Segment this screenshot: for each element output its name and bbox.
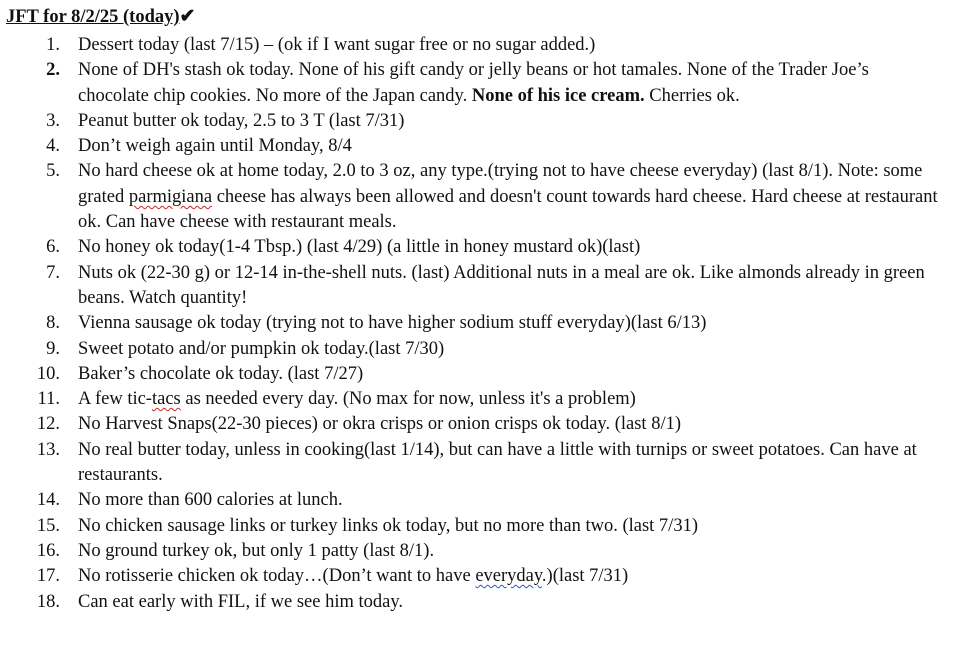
list-item-text [78, 339, 444, 359]
list-item [0, 109, 944, 134]
list-item-number: 4. [46, 136, 60, 157]
list-item-number: 8. [46, 313, 60, 334]
bold-text: None of his ice cream. [471, 85, 645, 106]
list-item [0, 412, 944, 437]
list-item-text [78, 490, 343, 510]
text-segment: No honey ok today(1-4 Tbsp.) (last 4/29) (a little in honey mustard ok)(last) [78, 237, 641, 258]
list-item [0, 590, 944, 615]
text-segment: Don’t weigh again until Monday, 8/4 [78, 136, 352, 157]
list-item-number: 13. [36, 439, 60, 460]
list-item-text [78, 313, 706, 333]
list-item [0, 387, 944, 412]
text-segment: Can eat early with FIL, if we see him today. [78, 591, 404, 612]
list-item [0, 311, 944, 336]
list-item-text [78, 541, 434, 561]
list-item-number: 15. [36, 515, 60, 536]
flagged-word: everyday [475, 566, 542, 587]
list-item-number: 1. [46, 35, 60, 55]
list-item-text [78, 389, 636, 409]
list-item-text [78, 263, 925, 308]
text-segment: as needed every day. (No max for now, unless it's a problem) [180, 389, 636, 410]
text-segment: Cherries ok. [644, 85, 740, 106]
text-segment: No real butter today, unless in cooking(last 1/14), but can have a little with turnips or sweet potatoes. Can have at restaurants. [78, 439, 917, 486]
list-item-text [78, 566, 628, 586]
text-segment: None of DH's stash ok today. None of his gift candy or jelly beans or hot tamales. None of the Trader Joe’s chocolate chip cookies. No more of the Japan candy. [78, 60, 869, 106]
list-item-number: 18. [36, 591, 60, 612]
list-item-text [78, 35, 595, 55]
list-item [0, 159, 944, 235]
list-item-text [78, 516, 698, 536]
text-segment: No rotisserie chicken ok today…(Don’t want to have [78, 566, 476, 587]
flagged-word: tacs [151, 389, 181, 410]
list-item [0, 134, 944, 159]
list-item-number: 9. [46, 338, 60, 359]
list-item [0, 514, 944, 539]
text-segment: Sweet potato and/or pumpkin ok today.(last 7/30) [78, 338, 445, 359]
list-item-text [78, 111, 404, 131]
text-segment: No chicken sausage links or turkey links ok today, but no more than two. (last 7/31) [78, 515, 698, 536]
list-item [0, 564, 944, 589]
list-item [0, 58, 944, 109]
list-item-text [78, 136, 352, 156]
text-segment: No more than 600 calories at lunch. [78, 490, 343, 511]
list-item-text [78, 414, 681, 434]
list-item [0, 261, 944, 312]
list-item [0, 337, 944, 362]
text-segment: A few tic- [78, 389, 152, 410]
text-segment: Dessert today (last 7/15) – (ok if I want sugar free or no sugar added.) [78, 35, 596, 55]
list-item-text [78, 440, 917, 485]
list-item-number: 17. [36, 566, 60, 587]
flagged-word: parmigiana [128, 186, 213, 207]
check-mark-icon: ✔ [179, 6, 196, 27]
list-item-number: 3. [46, 110, 60, 131]
text-segment: No hard cheese ok at home today, 2.0 to 3 oz, any type.(trying not to have cheese everyday) (last 8/1). Note: some grated [78, 161, 923, 207]
list-item [0, 235, 944, 260]
list-item-text [78, 161, 938, 232]
list-item [0, 438, 944, 489]
list-item-text [78, 592, 403, 612]
text-segment: Baker’s chocolate ok today. (last 7/27) [78, 363, 364, 384]
list-item-number: 14. [36, 490, 60, 511]
text-segment: Nuts ok (22-30 g) or 12-14 in-the-shell nuts. (last) Additional nuts in a meal are ok. Like almonds already in green beans. Watch quantity! [78, 262, 925, 308]
list-item [0, 488, 944, 513]
list-item-text [78, 364, 363, 384]
list-item-number: 10. [36, 363, 60, 384]
list-item-number: 11. [37, 389, 60, 410]
list-item-number: 7. [46, 262, 60, 283]
title-text: JFT for 8/2/25 (today) [6, 7, 180, 27]
list-item-number: 5. [46, 161, 60, 182]
list-item-text [78, 237, 640, 257]
numbered-list [0, 33, 960, 615]
list-item [0, 362, 944, 387]
text-segment: Peanut butter ok today, 2.5 to 3 T (last 7/31) [78, 110, 405, 131]
list-item-number: 12. [36, 414, 60, 435]
list-item-number: 6. [46, 237, 60, 258]
list-item-number: 2. [46, 60, 60, 81]
document-title [6, 6, 195, 28]
list-item [0, 33, 944, 58]
list-item [0, 539, 944, 564]
text-segment: Vienna sausage ok today (trying not to have higher sodium stuff everyday)(last 6/13) [78, 313, 707, 334]
text-segment: No ground turkey ok, but only 1 patty (last 8/1). [78, 540, 435, 561]
text-segment: cheese has always been allowed and doesn't count towards hard cheese. Hard cheese at restaurant ok. Can have cheese with restaurant meals. [78, 186, 938, 233]
text-segment: .)(last 7/31) [541, 566, 629, 587]
list-item-number: 16. [36, 540, 60, 561]
text-segment: No Harvest Snaps(22-30 pieces) or okra crisps or onion crisps ok today. (last 8/1) [78, 414, 682, 435]
list-item-text [78, 60, 869, 105]
